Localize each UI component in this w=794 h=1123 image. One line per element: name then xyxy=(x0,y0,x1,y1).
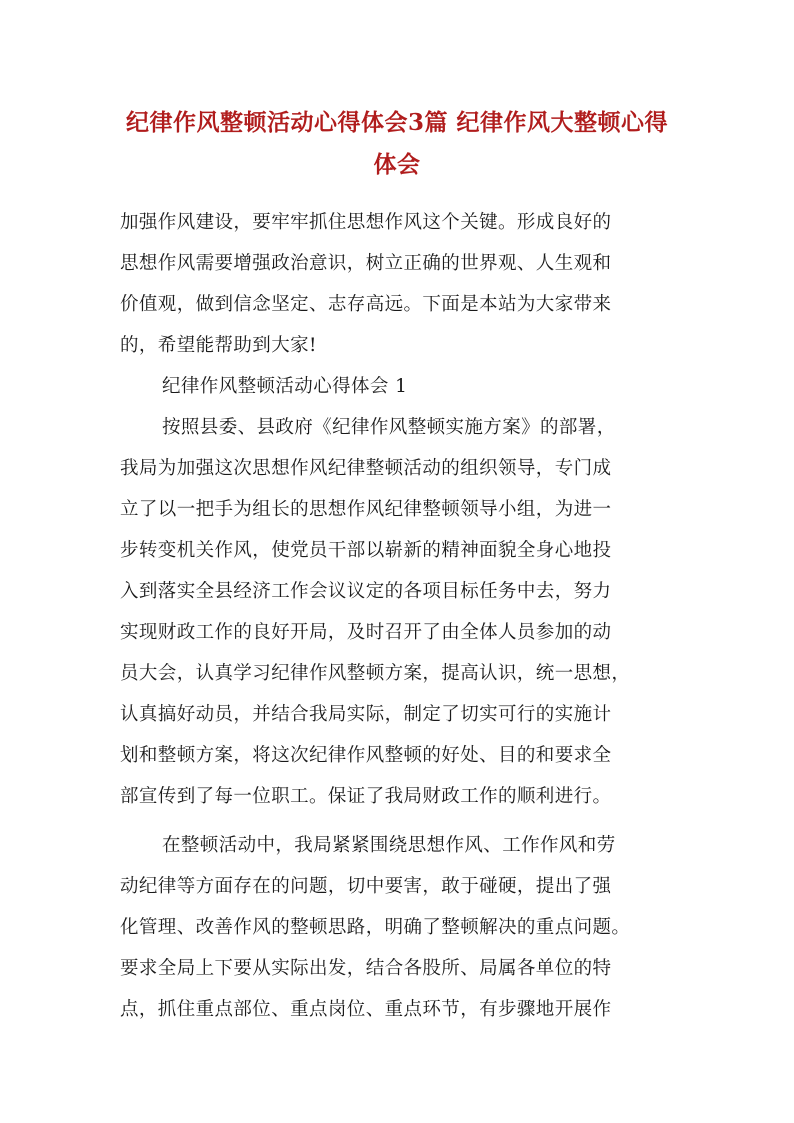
paragraph-line: 点，抓住重点部位、重点岗位、重点环节，有步骤地开展作 xyxy=(120,999,612,1020)
paragraph-line: 部宣传到了每一位职工。保证了我局财政工作的顺利进行。 xyxy=(120,786,612,807)
paragraph-line: 化管理、改善作风的整顿思路，明确了整顿解决的重点问题。 xyxy=(120,917,631,938)
paragraph-line: 入到落实全县经济工作会议议定的各项目标任务中去，努力 xyxy=(120,581,612,602)
paragraph-1 xyxy=(120,407,686,817)
intro-paragraph xyxy=(120,202,686,366)
paragraph-line: 步转变机关作风，使党员干部以崭新的精神面貌全身心地投 xyxy=(120,540,612,561)
paragraph-line: 员大会，认真学习纪律作风整顿方案，提高认识，统一思想， xyxy=(120,663,631,684)
intro-line: 加强作风建设，要牢牢抓住思想作风这个关键。形成良好的 xyxy=(120,212,612,233)
intro-line: 思想作风需要增强政治意识，树立正确的世界观、人生观和 xyxy=(120,253,612,274)
section-heading: 纪律作风整顿活动心得体会 1 xyxy=(162,376,408,397)
intro-line: 价值观，做到信念坚定、志存高远。下面是本站为大家带来 xyxy=(120,294,612,315)
document-title xyxy=(100,102,694,186)
paragraph-line: 认真搞好动员，并结合我局实际，制定了切实可行的实施计 xyxy=(120,704,612,725)
paragraph-line: 动纪律等方面存在的问题，切中要害，敢于碰硬，提出了强 xyxy=(120,876,612,897)
paragraph-line: 我局为加强这次思想作风纪律整顿活动的组织领导，专门成 xyxy=(120,458,612,479)
title-line-1: 纪律作风整顿活动心得体会3篇 纪律作风大整顿心得 xyxy=(125,109,668,136)
paragraph-line: 要求全局上下要从实际出发，结合各股所、局属各单位的特 xyxy=(120,958,612,979)
title-line-2: 体会 xyxy=(373,151,421,178)
paragraph-line: 按照县委、县政府《纪律作风整顿实施方案》的部署， xyxy=(162,417,616,438)
paragraph-2 xyxy=(120,825,686,1030)
intro-line: 的，希望能帮助到大家! xyxy=(120,335,317,356)
document-body xyxy=(120,202,686,1030)
paragraph-line: 在整顿活动中，我局紧紧围绕思想作风、工作作风和劳 xyxy=(162,835,616,856)
paragraph-line: 实现财政工作的良好开局，及时召开了由全体人员参加的动 xyxy=(120,622,612,643)
paragraph-line: 立了以一把手为组长的思想作风纪律整顿领导小组，为进一 xyxy=(120,499,612,520)
paragraph-line: 划和整顿方案，将这次纪律作风整顿的好处、目的和要求全 xyxy=(120,745,612,766)
